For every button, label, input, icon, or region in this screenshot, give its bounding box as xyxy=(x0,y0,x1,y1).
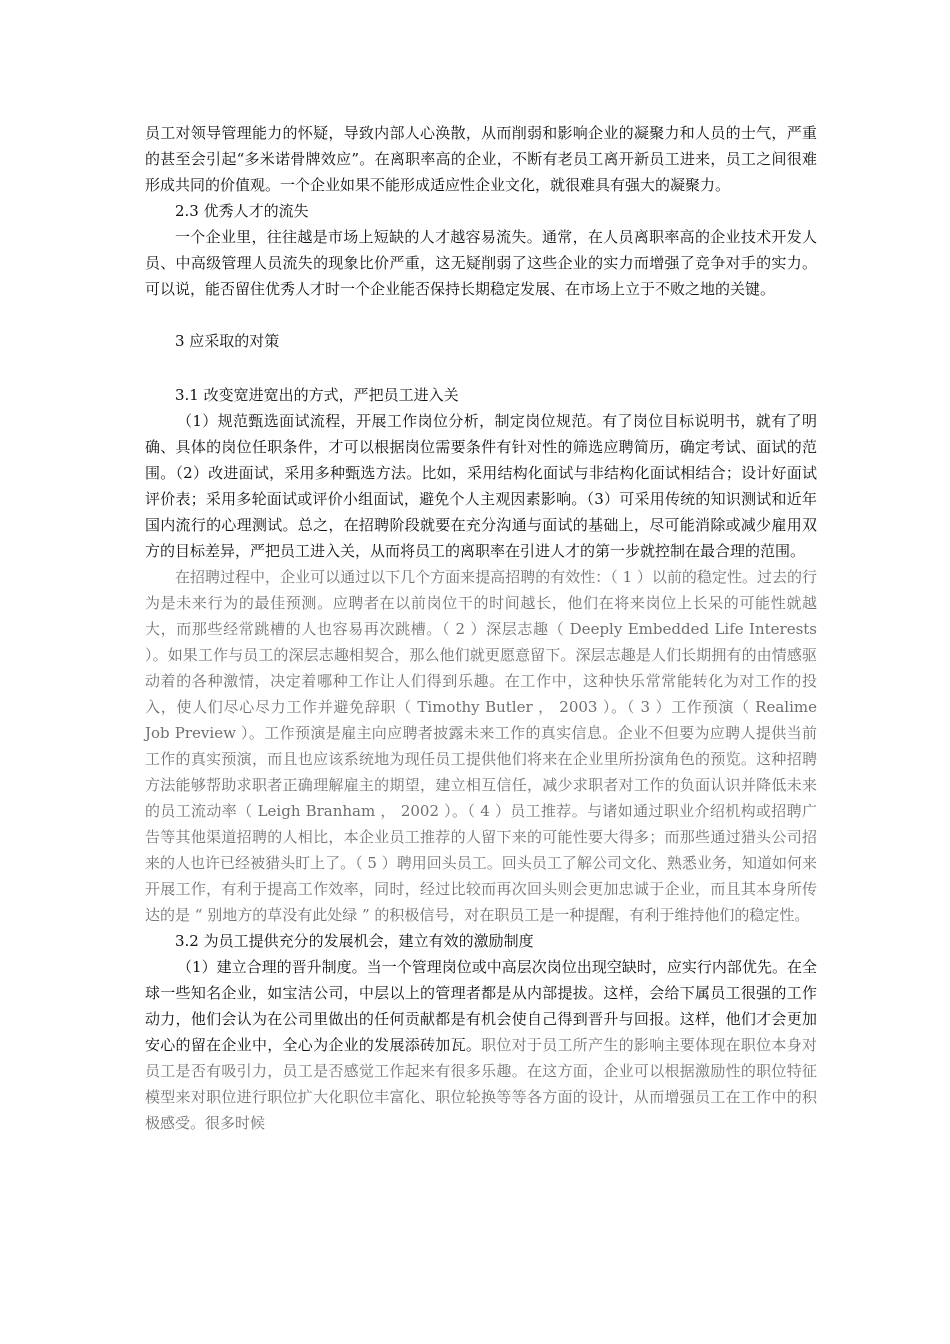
promotion-text: （1）建立合理的晋升制度。当一个管理岗位或中高层次岗位出现空缺时，应实行内部优先。在全球一些知名企业，如宝洁公司，中层以上的管理者都是从内部提拔。这样，会给下属员工很强的工作动力，他们会认为在公司里做出的任何贡献都是有机会使自己得到晋升与回报。这样，他们才会更加安心的留在企业中，全心为企业的发展添砖加瓦。 xyxy=(145,958,817,1054)
heading-3-2: 3.2 为员工提供充分的发展机会，建立有效的激励制度 xyxy=(175,932,534,950)
heading-3-1: 3.1 改变宽进宽出的方式，严把员工进入关 xyxy=(175,386,459,404)
paragraph-recruitment-process: （1）规范甄选面试流程，开展工作岗位分析，制定岗位规范。有了岗位目标说明书，就有了明确、具体的岗位任职条件，才可以根据岗位需要条件有针对性的筛选应聘简历，确定考试、面试的范围。（2）改进面试，采用多种甄选方法。比如，采用结构化面试与非结构化面试相结合；设计好面试评价表；采用多轮面试或评价小组面试，避免个人主观因素影响。（3）可采用传统的知识测试和近年国内流行的心理测试。总之，在招聘阶段就要在充分沟通与面试的基础上，尽可能消除或减少雇用双方的目标差异，严把员工进入关，从而将员工的离职率在引进人才的第一步就控制在最合理的范围。 xyxy=(145,412,817,560)
paragraph-talent-loss: 一个企业里，往往越是市场上短缺的人才越容易流失。通常，在人员离职率高的企业技术开发人员、中高级管理人员流失的现象比价严重，这无疑削弱了这些企业的实力而增强了竞争对手的实力。可以说，能否留住优秀人才时一个企业能否保持长期稳定发展、在市场上立于不败之地的关键。 xyxy=(145,228,817,298)
heading-3: 3 应采取的对策 xyxy=(175,332,280,350)
document-body xyxy=(145,120,817,1136)
paragraph-recruitment-effectiveness: 在招聘过程中，企业可以通过以下几个方面来提高招聘的有效性：（ 1 ）以前的稳定性。过去的行为是未来行为的最佳预测。应聘者在以前岗位干的时间越长，他们在将来岗位上长呆的可能性就越大，而那些经常跳槽的人也容易再次跳槽。（ 2 ）深层志趣（ Deeply Embedded Life Interests ）。如果工作与员工的深层志趣相契合，那么他们就更愿意留下。深层志趣是人们长期拥有的由情感驱动着的各种激情，决定着哪种工作让人们得到乐趣。在工作中，这种快乐常常能转化为对工作的投入，使人们尽心尽力工作并避免辞职（ Timothy Butler ， 2003 ）。（ 3 ）工作预演（ Realime Job Preview ）。工作预演是雇主向应聘者披露未来工作的真实信息。企业不但要为应聘人提供当前工作的真实预演，而且也应该系统地为现任员工提供他们将来在企业里所扮演角色的预览。这种招聘方法能够帮助求职者正确理解雇主的期望，建立相互信任，减少求职者对工作的负面认识并降低未来的员工流动率（ Leigh Branham ， 2002 ）。（ 4 ）员工推荐。与诸如通过职业介绍机构或招聘广告等其他渠道招聘的人相比，本企业员工推荐的人留下来的可能性要大得多；而那些通过猎头公司招来的人也许已经被猎头盯上了。（ 5 ）聘用回头员工。回头员工了解公司文化、熟悉业务，知道如何来开展工作，有利于提高工作效率，同时，经过比较而再次回头则会更加忠诚于企业，而且其本身所传达的是 “ 别地方的草没有此处绿 ” 的积极信号，对在职员工是一种提醒，有利于维持他们的稳定性。 xyxy=(145,568,817,924)
paragraph-promotion-system xyxy=(145,954,817,1136)
job-design-text: 职位对于员工所产生的影响主要体现在职位本身对员工是否有吸引力，员工是否感觉工作起来有很多乐趣。在这方面，企业可以根据激励性的职位特征模型来对职位进行职位扩大化职位丰富化、职位轮换等等各方面的设计，从而增强员工在工作中的积极感受。很多时候 xyxy=(145,1036,817,1132)
heading-2-3: 2.3 优秀人才的流失 xyxy=(175,202,309,220)
paragraph-cohesion: 员工对领导管理能力的怀疑，导致内部人心涣散，从而削弱和影响企业的凝聚力和人员的士气，严重的甚至会引起“多米诺骨牌效应”。在离职率高的企业，不断有老员工离开新员工进来，员工之间很难形成共同的价值观。一个企业如果不能形成适应性企业文化，就很难具有强大的凝聚力。 xyxy=(145,124,817,194)
